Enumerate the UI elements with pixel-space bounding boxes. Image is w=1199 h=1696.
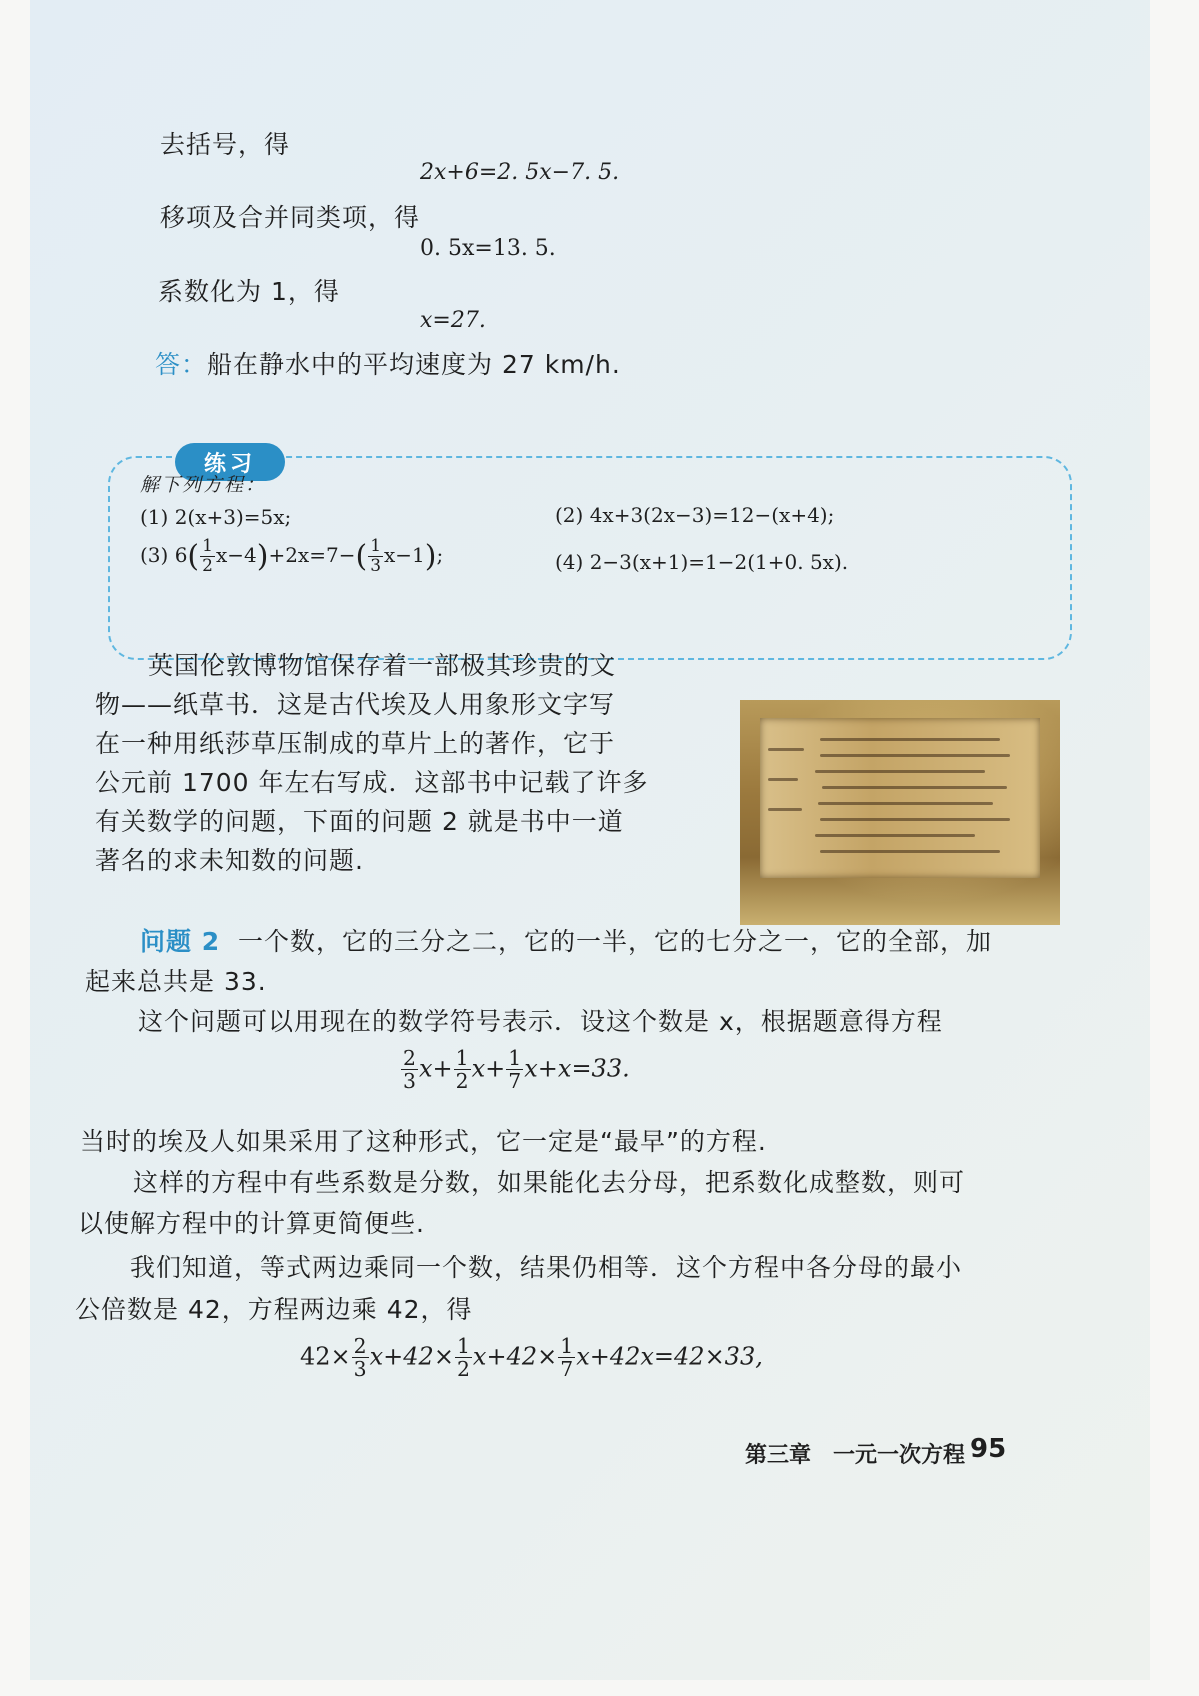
papyrus-scroll [760, 718, 1040, 878]
problem2-line-5: 这样的方程中有些系数是分数，如果能化去分母，把系数化成整数，则可 [133, 1168, 966, 1197]
papyrus-line-4: 公元前 1700 年左右写成．这部书中记载了许多 [95, 768, 649, 797]
exercise-3-part-a: x−4 [215, 543, 257, 567]
practice-instruction: 解下列方程： [140, 474, 267, 496]
step2-equation: 0. 5x=13. 5. [420, 236, 556, 261]
exercise-4: (4) 2−3(x+1)=1−2(1+0. 5x). [555, 550, 849, 574]
equation-2: 42× $\frac{2}{3}$ x+42× $\frac{1}{2}$ x+42× $\frac{1}{7}$ x+42x=42×33, [300, 1334, 763, 1382]
chapter-title: 第三章 一元一次方程 [745, 1443, 966, 1468]
papyrus-line-5: 有关数学的问题，下面的问题 2 就是书中一道 [95, 807, 624, 836]
problem2-line-3: 这个问题可以用现在的数学符号表示．设这个数是 x，根据题意得方程 [138, 1007, 943, 1036]
answer-label: 答： [155, 350, 208, 379]
papyrus-photo [740, 700, 1060, 925]
problem2-line-7: 我们知道，等式两边乘同一个数，结果仍相等．这个方程中各分母的最小 [130, 1253, 963, 1282]
step2-label: 移项及合并同类项，得 [160, 203, 421, 232]
step3-equation: x=27. [420, 308, 486, 333]
equation-1: $\frac{2}{3}$ x+ $\frac{1}{2}$ x+ $\frac{1}{7}$ x+x=33. [403, 1046, 630, 1094]
problem2-text-1: 一个数，它的三分之二，它的一半，它的七分之一，它的全部，加 [238, 927, 993, 956]
exercise-3-fraction-half: $\frac{1}{2}$ [202, 536, 213, 576]
problem2-label: 问题 2 [140, 927, 221, 956]
problem2-line-2: 起来总共是 33. [85, 967, 267, 996]
exercise-3-fraction-third: $\frac{1}{3}$ [370, 536, 382, 576]
papyrus-line-2: 物——纸草书．这是古代埃及人用象形文字写 [95, 690, 616, 719]
exercise-3: (3) 6( $\frac{1}{2}$ x−4)+2x=7−( $\frac{1}{3}$ x−1); [140, 536, 444, 576]
step1-equation: 2x+6=2. 5x−7. 5. [420, 160, 620, 185]
problem2-line-6: 以使解方程中的计算更简便些. [78, 1209, 425, 1238]
problem2-line-4: 当时的埃及人如果采用了这种形式，它一定是“最早”的方程. [80, 1127, 767, 1156]
papyrus-line-6: 著名的求未知数的问题. [95, 846, 364, 875]
page-number: 95 [970, 1434, 1007, 1464]
exercise-3-part-b: +2x=7− [268, 543, 356, 567]
answer-text: 船在静水中的平均速度为 27 km/h. [207, 350, 621, 379]
step1-label: 去括号，得 [160, 130, 291, 159]
answer [155, 345, 621, 381]
exercise-3-prefix: (3) 6 [140, 543, 188, 567]
papyrus-line-3: 在一种用纸莎草压制成的草片上的著作，它于 [95, 729, 616, 758]
papyrus-line-1: 英国伦敦博物馆保存着一部极其珍贵的文 [148, 651, 617, 680]
problem2-line-8: 公倍数是 42，方程两边乘 42，得 [75, 1295, 473, 1324]
exercise-2: (2) 4x+3(2x−3)=12−(x+4); [555, 503, 835, 527]
practice-tag: 练习 [175, 443, 285, 481]
exercise-3-part-c: x−1 [384, 543, 425, 567]
exercise-1: (1) 2(x+3)=5x; [140, 505, 292, 529]
problem2-line-1 [140, 922, 992, 958]
step3-label: 系数化为 1，得 [158, 277, 340, 306]
